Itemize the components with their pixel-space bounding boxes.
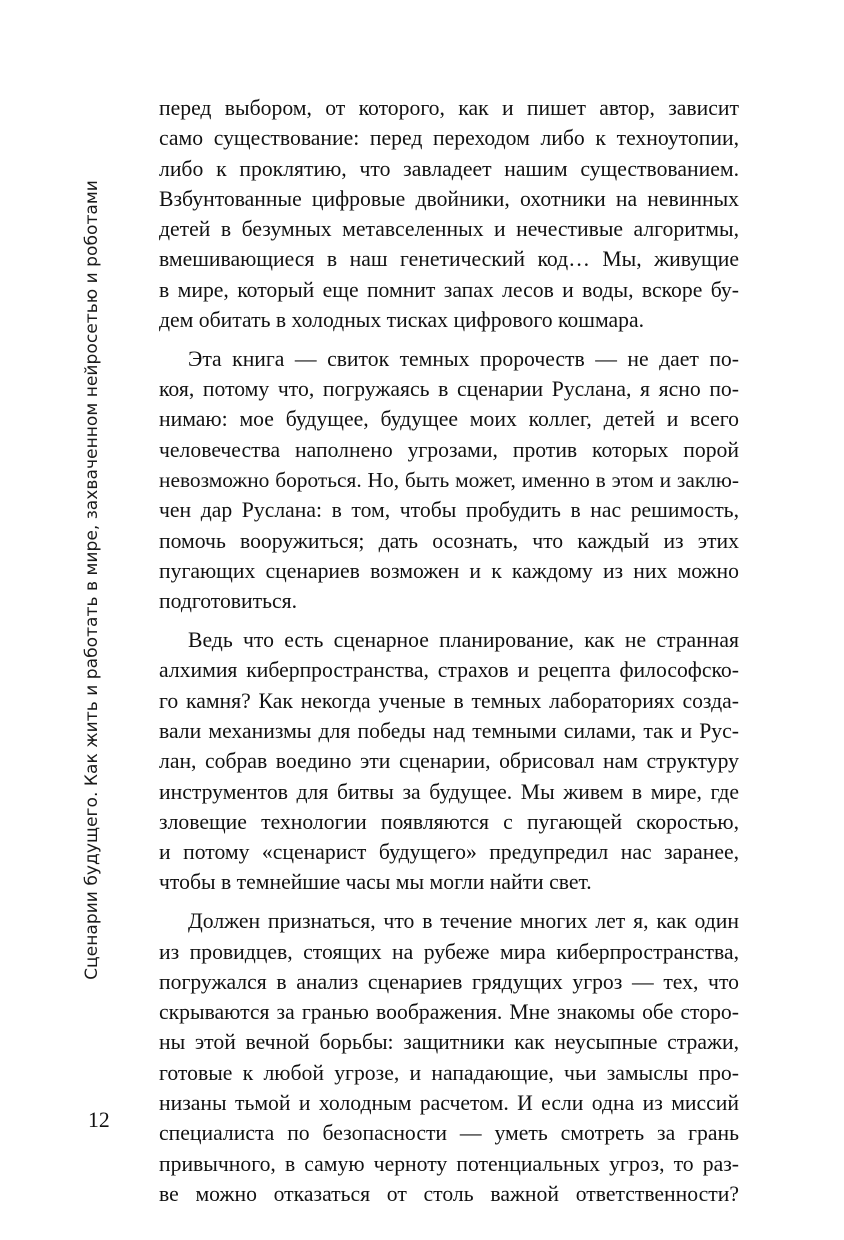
running-title: Сценарии будущего. Как жить и работать в мире, захваченном нейросетью и роботами <box>82 180 102 980</box>
text-line: лан, собрав воедино эти сценарии, обрисовал нам структуру <box>159 749 739 774</box>
text-line: алхимия киберпространства, страхов и рецепта философско- <box>159 658 739 683</box>
text-line: вали механизмы для победы над темными силами, так и Рус- <box>159 718 739 743</box>
text-line: чтобы в темнейшие часы мы могли найти свет. <box>159 870 592 895</box>
text-line: в мире, который еще помнит запах лесов и воды, вскоре бу- <box>159 277 739 302</box>
text-line: либо к проклятию, что завладеет нашим существованием. <box>159 156 739 181</box>
text-line: Взбунтованные цифровые двойники, охотники на невинных <box>159 186 739 211</box>
text-line: скрываются за гранью воображения. Мне знакомы обе сторо- <box>159 1000 739 1025</box>
text-line: невозможно бороться. Но, быть может, именно в этом и заклю- <box>159 468 739 493</box>
page-number: 12 <box>88 1108 110 1132</box>
text-line: подготовиться. <box>159 589 298 614</box>
text-line: низаны тьмой и холодным расчетом. И если одна из миссий <box>159 1091 739 1115</box>
text-line: ве можно отказаться от столь важной ответственности? <box>159 1181 739 1206</box>
text-line: коя, потому что, погружаясь в сценарии Руслана, я ясно по- <box>159 377 739 402</box>
text-line: перед выбором, от которого, как и пишет автор, зависит <box>159 96 739 120</box>
text-line: зловещие технологии появляются с пугающей скоростью, <box>159 809 739 834</box>
text-line: привычного, в самую черноту потенциальных угроз, то раз- <box>159 1151 739 1176</box>
text-line: го камня? Как некогда ученые в темных лабораториях созда- <box>159 688 739 713</box>
text-line: вмешивающиеся в наш генетический код… Мы, живущие <box>159 247 739 272</box>
text-line: пугающих сценариев возможен и к каждому из них можно <box>159 558 739 583</box>
text-line: нимаю: мое будущее, будущее моих коллег, детей и всего <box>159 407 739 432</box>
text-line: и потому «сценарист будущего» предупредил нас заранее, <box>159 840 739 865</box>
text-line: готовые к любой угрозе, и нападающие, чьи замыслы про- <box>159 1060 739 1085</box>
text-line: помочь вооружиться; дать осознать, что каждый из этих <box>159 528 739 553</box>
text-line: погружался в анализ сценариев грядущих угроз — тех, что <box>159 969 739 994</box>
text-line: Ведь что есть сценарное планирование, как не странная <box>188 628 739 653</box>
text-line: детей в безумных метавселенных и нечестивые алгоритмы, <box>159 217 739 242</box>
text-line: чен дар Руслана: в том, чтобы пробудить в нас решимость, <box>159 498 739 523</box>
text-line: ны этой вечной борьбы: защитники как неусыпные стражи, <box>159 1030 739 1055</box>
text-line: Эта книга — свиток темных пророчеств — не дает по- <box>188 346 739 371</box>
text-line: инструментов для битвы за будущее. Мы живем в мире, где <box>159 779 739 804</box>
text-line: специалиста по безопасности — уметь смотреть за грань <box>159 1121 739 1146</box>
body-text <box>159 93 739 1209</box>
text-line: дем обитать в холодных тисках цифрового кошмара. <box>159 308 645 333</box>
text-line: Должен признаться, что в течение многих лет я, как один <box>188 909 739 934</box>
text-line: само существование: перед переходом либо к техноутопии, <box>159 126 739 151</box>
text-line: из провидцев, стоящих на рубеже мира киберпространства, <box>159 939 739 964</box>
text-line: человечества наполнено угрозами, против которых порой <box>159 437 739 462</box>
